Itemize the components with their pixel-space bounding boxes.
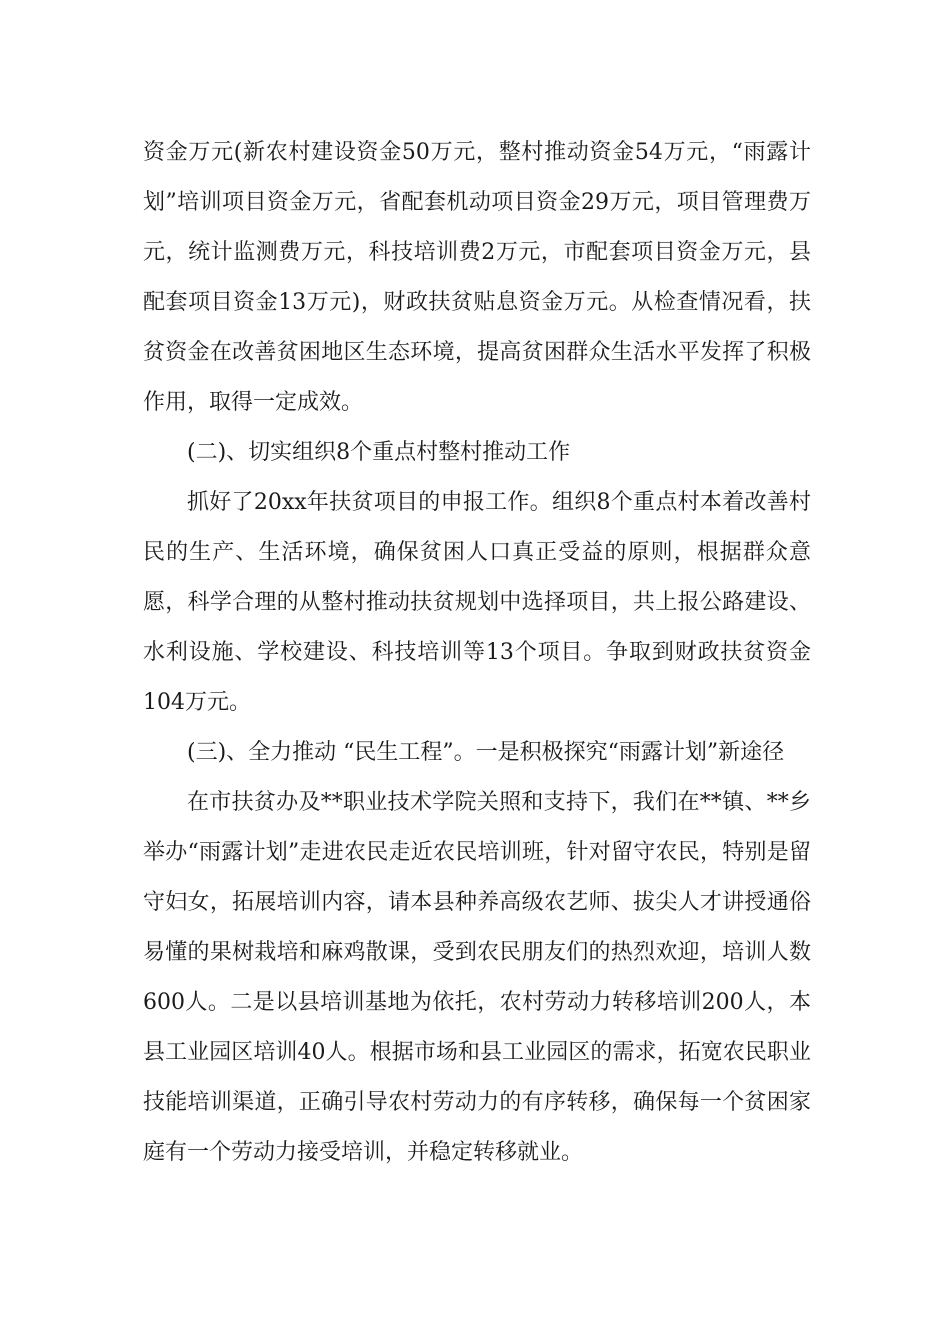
paragraph-project-application: 抓好了20xx年扶贫项目的申报工作。组织8个重点村本着改善村民的生产、生活环境，确保贫困人口真正受益的原则，根据群众意愿，科学合理的从整村推动扶贫规划中选择项目，共上报公路建设、水利设施、学校建设、科技培训等13个项目。争取到财政扶贫资金104万元。	[143, 490, 811, 715]
section-heading-2: (二)、切实组织8个重点村整村推动工作	[187, 440, 571, 465]
paragraph-funding-details: 资金万元(新农村建设资金50万元，整村推动资金54万元，“雨露计划”培训项目资金万元，省配套机动项目资金29万元，项目管理费万元，统计监测费万元，科技培训费2万元，市配套项目资金万元，县配套项目资金13万元)，财政扶贫贴息资金万元。从检查情况看，扶贫资金在改善贫困地区生态环境，提高贫困群众生活水平发挥了积极作用，取得一定成效。	[143, 140, 811, 415]
section-heading-3: (三)、全力推动 “民生工程”。一是积极探究“雨露计划”新途径	[187, 740, 785, 765]
paragraph-training: 在市扶贫办及**职业技术学院关照和支持下，我们在**镇、**乡举办“雨露计划”走进农民走近农民培训班，针对留守农民，特别是留守妇女，拓展培训内容，请本县种养高级农艺师、拔尖人才讲授通俗易懂的果树栽培和麻鸡散课，受到农民朋友们的热烈欢迎，培训人数600人。二是以县培训基地为依托，农村劳动力转移培训200人，本县工业园区培训40人。根据市场和县工业园区的需求，拓宽农民职业技能培训渠道，正确引导农村劳动力的有序转移，确保每一个贫困家庭有一个劳动力接受培训，并稳定转移就业。	[143, 790, 811, 1165]
document-body	[143, 128, 811, 1178]
